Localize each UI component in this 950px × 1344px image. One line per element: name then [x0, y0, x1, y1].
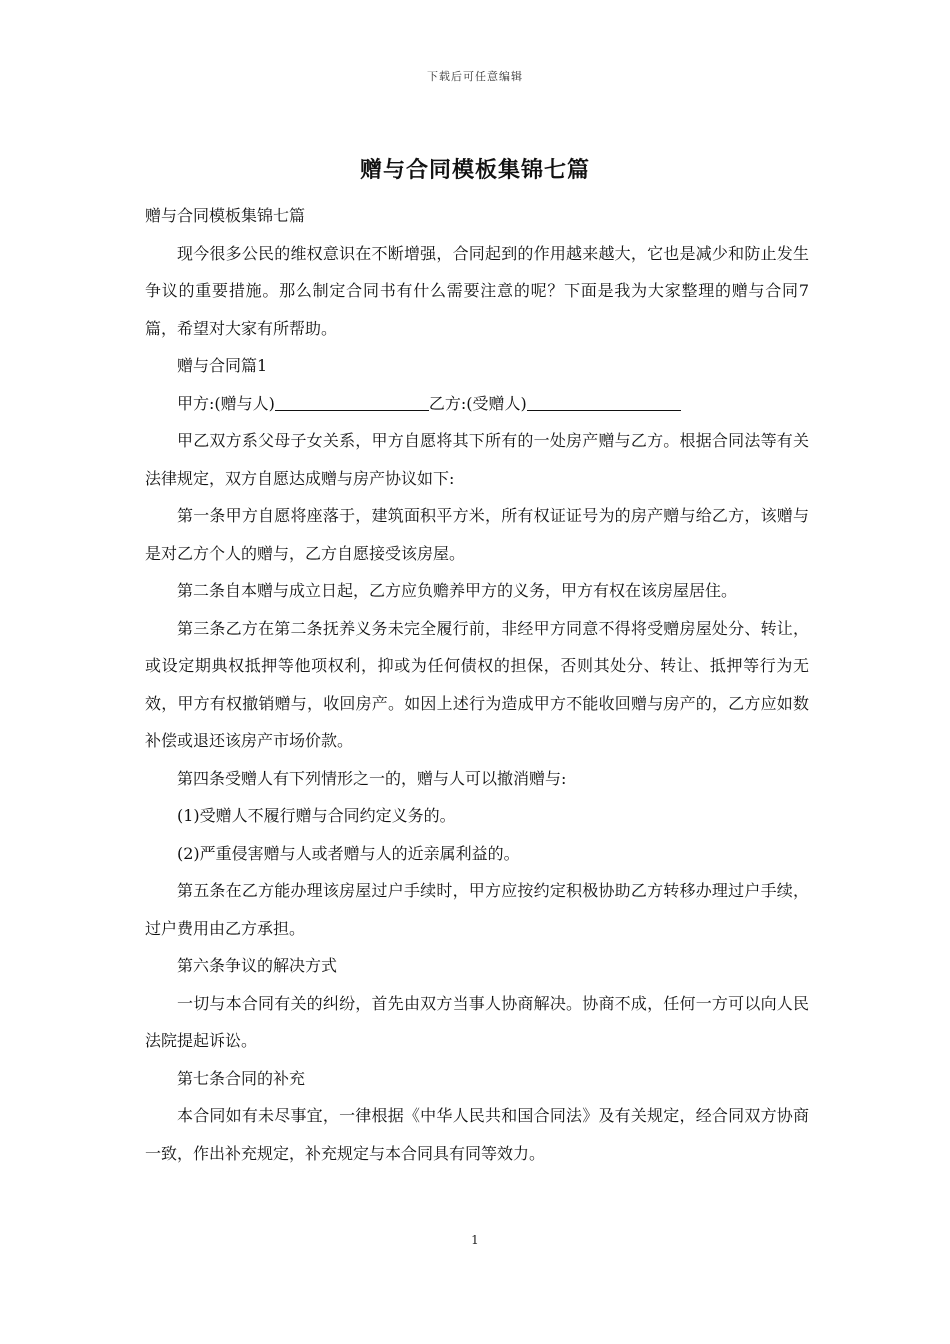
parties-line — [145, 385, 809, 423]
party-a-label: 甲方:(赠与人) — [177, 393, 275, 413]
party-b-blank — [527, 392, 681, 411]
article-4-item-2: (2)严重侵害赠与人或者赠与人的近亲属利益的。 — [177, 843, 520, 863]
page-number: 1 — [471, 1233, 479, 1247]
document-body — [145, 197, 809, 1172]
article-7-heading: 第七条合同的补充 — [177, 1068, 306, 1088]
party-b-label: 乙方:(受赠人) — [428, 393, 527, 413]
article-4: 第四条受赠人有下列情形之一的，赠与人可以撤消赠与: — [177, 768, 567, 788]
document-title: 赠与合同模板集锦七篇 — [359, 157, 590, 183]
article-1: 第一条甲方自愿将座落于，建筑面积平方米，所有权证证号为的房产赠与给乙方，该赠与是对乙方个人的赠与，乙方自愿接受该房屋。 — [145, 506, 809, 563]
article-6-heading: 第六条争议的解决方式 — [177, 956, 338, 975]
article-5: 第五条在乙方能办理该房屋过户手续时，甲方应按约定积极协助乙方转移办理过户手续，过户费用由乙方承担。 — [145, 881, 809, 938]
article-2: 第二条自本赠与成立日起，乙方应负赡养甲方的义务，甲方有权在该房屋居住。 — [177, 581, 738, 600]
document-subtitle: 赠与合同模板集锦七篇 — [145, 206, 306, 225]
intro-paragraph: 现今很多公民的维权意识在不断增强，合同起到的作用越来越大，它也是减少和防止发生争议的重要措施。那么制定合同书有什么需要注意的呢？下面是我为大家整理的赠与合同7篇，希望对大家有所帮助。 — [145, 243, 809, 338]
party-a-blank — [275, 392, 429, 411]
article-6-text: 一切与本合同有关的纠纷，首先由双方当事人协商解决。协商不成，任何一方可以向人民法院提起诉讼。 — [145, 993, 809, 1050]
article-3: 第三条乙方在第二条抚养义务未完全履行前，非经甲方同意不得将受赠房屋处分、转让，或设定期典权抵押等他项权利，抑或为任何债权的担保，否则其处分、转让、抵押等行为无效，甲方有权撤销赠与，收回房产。如因上述行为造成甲方不能收回赠与房产的，乙方应如数补偿或退还该房产市场价款。 — [145, 618, 809, 750]
article-7-text: 本合同如有未尽事宜，一律根据《中华人民共和国合同法》及有关规定，经合同双方协商一致，作出补充规定，补充规定与本合同具有同等效力。 — [145, 1106, 809, 1163]
section-heading: 赠与合同篇1 — [177, 356, 268, 375]
paragraph-relationship: 甲乙双方系父母子女关系，甲方自愿将其下所有的一处房产赠与乙方。根据合同法等有关法律规定，双方自愿达成赠与房产协议如下: — [145, 431, 809, 488]
page-header-note: 下载后可任意编辑 — [427, 70, 523, 83]
article-4-item-1: (1)受赠人不履行赠与合同约定义务的。 — [177, 806, 456, 825]
